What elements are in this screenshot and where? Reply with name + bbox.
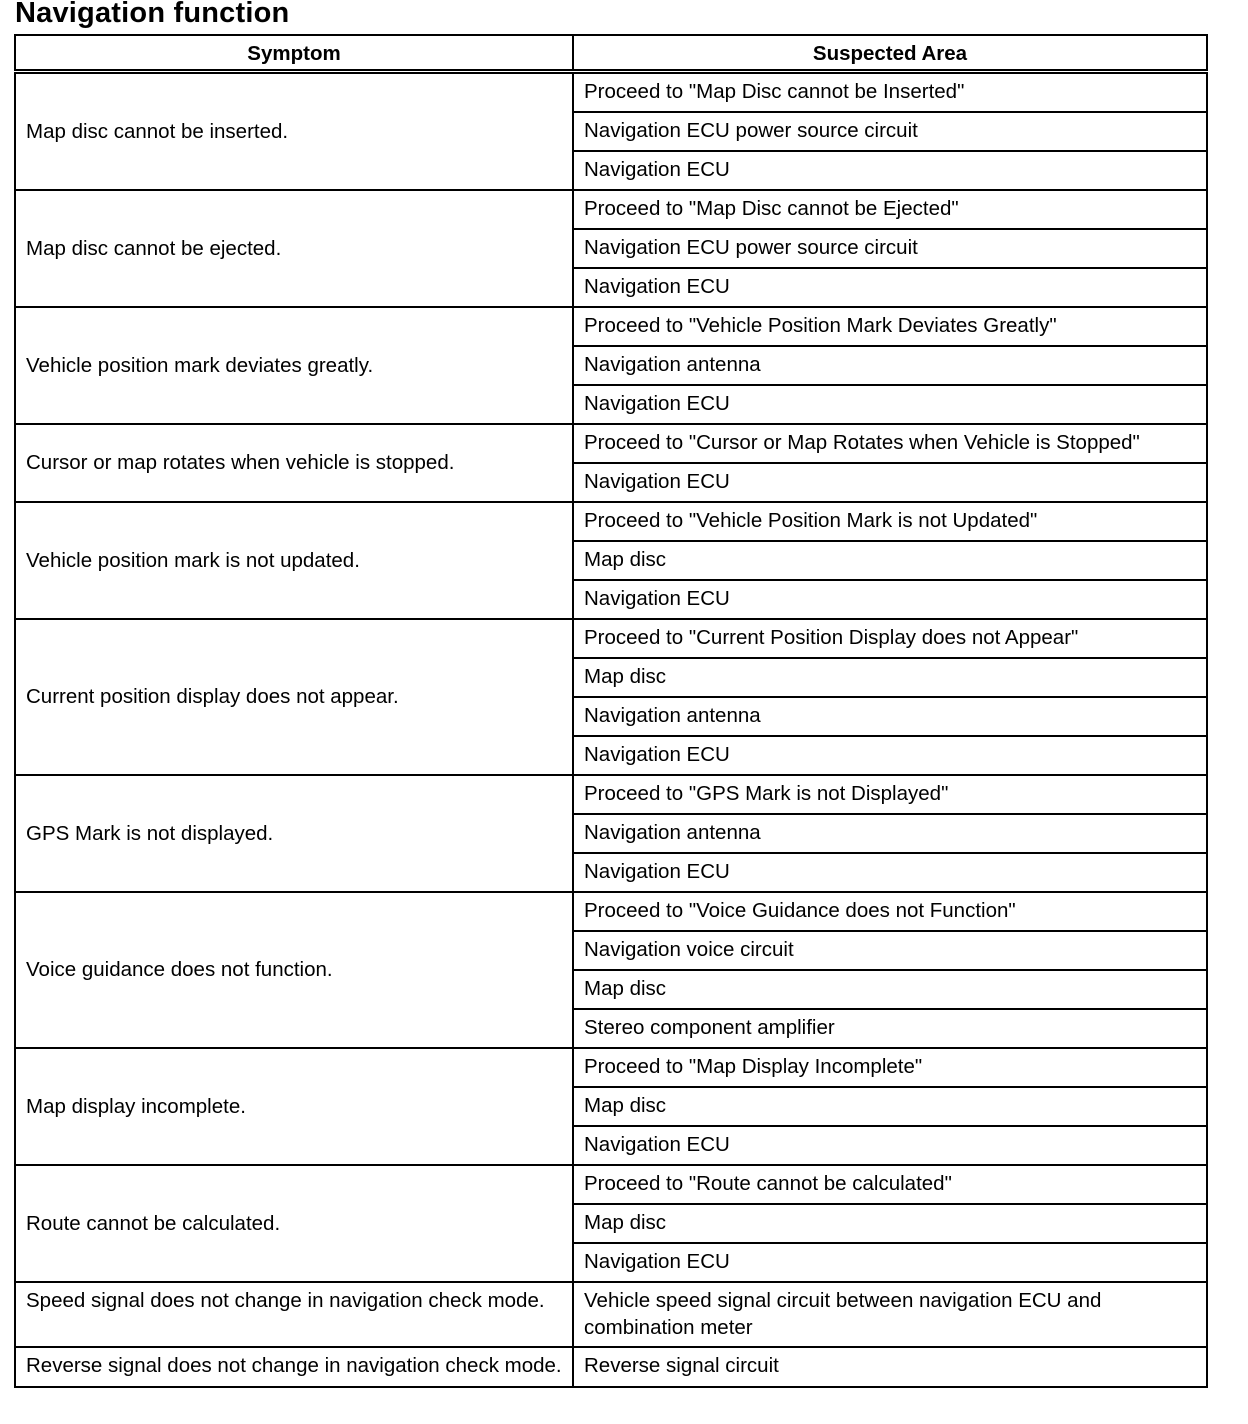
column-header-symptom: Symptom xyxy=(15,35,573,72)
page-title: Navigation function xyxy=(15,0,290,29)
table-body xyxy=(15,72,1207,1388)
suspected-area-cell: Navigation ECU xyxy=(573,1243,1207,1282)
suspected-area-cell: Navigation ECU xyxy=(573,736,1207,775)
symptom-cell: Map disc cannot be inserted. xyxy=(15,72,573,191)
suspected-area-cell: Navigation ECU xyxy=(573,268,1207,307)
suspected-area-cell: Map disc xyxy=(573,1204,1207,1243)
suspected-area-cell: Navigation ECU xyxy=(573,580,1207,619)
table-row xyxy=(15,775,1207,814)
symptom-cell: Current position display does not appear. xyxy=(15,619,573,775)
symptom-cell: Route cannot be calculated. xyxy=(15,1165,573,1282)
symptom-cell: Vehicle position mark is not updated. xyxy=(15,502,573,619)
suspected-area-cell: Map disc xyxy=(573,970,1207,1009)
suspected-area-cell: Vehicle speed signal circuit between navigation ECU and combination meter xyxy=(573,1282,1207,1347)
suspected-area-cell: Reverse signal circuit xyxy=(573,1347,1207,1387)
suspected-area-cell: Proceed to "Map Disc cannot be Inserted" xyxy=(573,72,1207,113)
table-row xyxy=(15,892,1207,931)
table-row xyxy=(15,307,1207,346)
suspected-area-cell: Navigation ECU xyxy=(573,151,1207,190)
suspected-area-cell: Navigation ECU xyxy=(573,463,1207,502)
suspected-area-cell: Map disc xyxy=(573,541,1207,580)
suspected-area-cell: Proceed to "Route cannot be calculated" xyxy=(573,1165,1207,1204)
suspected-area-cell: Navigation ECU xyxy=(573,385,1207,424)
symptom-cell: Reverse signal does not change in navigation check mode. xyxy=(15,1347,573,1387)
symptom-cell: Map disc cannot be ejected. xyxy=(15,190,573,307)
suspected-area-cell: Navigation antenna xyxy=(573,697,1207,736)
table-row xyxy=(15,1165,1207,1204)
suspected-area-cell: Map disc xyxy=(573,658,1207,697)
symptom-cell: Speed signal does not change in navigation check mode. xyxy=(15,1282,573,1347)
suspected-area-cell: Proceed to "Cursor or Map Rotates when Vehicle is Stopped" xyxy=(573,424,1207,463)
table-row xyxy=(15,502,1207,541)
table-header-row xyxy=(15,35,1207,72)
column-header-suspected-area: Suspected Area xyxy=(573,35,1207,72)
suspected-area-cell: Navigation ECU xyxy=(573,1126,1207,1165)
table-row xyxy=(15,72,1207,113)
suspected-area-cell: Proceed to "Map Disc cannot be Ejected" xyxy=(573,190,1207,229)
suspected-area-cell: Navigation antenna xyxy=(573,346,1207,385)
suspected-area-cell: Proceed to "Vehicle Position Mark Deviates Greatly" xyxy=(573,307,1207,346)
symptom-cell: Cursor or map rotates when vehicle is stopped. xyxy=(15,424,573,502)
suspected-area-cell: Navigation ECU power source circuit xyxy=(573,229,1207,268)
suspected-area-cell: Proceed to "Vehicle Position Mark is not Updated" xyxy=(573,502,1207,541)
suspected-area-cell: Map disc xyxy=(573,1087,1207,1126)
symptom-cell: Map display incomplete. xyxy=(15,1048,573,1165)
table-row xyxy=(15,1347,1207,1387)
suspected-area-cell: Stereo component amplifier xyxy=(573,1009,1207,1048)
suspected-area-cell: Proceed to "GPS Mark is not Displayed" xyxy=(573,775,1207,814)
symptom-table xyxy=(14,34,1208,1388)
table-row xyxy=(15,424,1207,463)
suspected-area-cell: Navigation ECU power source circuit xyxy=(573,112,1207,151)
suspected-area-cell: Navigation voice circuit xyxy=(573,931,1207,970)
suspected-area-cell: Navigation antenna xyxy=(573,814,1207,853)
table-row xyxy=(15,1282,1207,1347)
table-row xyxy=(15,1048,1207,1087)
table-row xyxy=(15,190,1207,229)
suspected-area-cell: Proceed to "Voice Guidance does not Function" xyxy=(573,892,1207,931)
table-row xyxy=(15,619,1207,658)
suspected-area-cell: Navigation ECU xyxy=(573,853,1207,892)
suspected-area-cell: Proceed to "Current Position Display does not Appear" xyxy=(573,619,1207,658)
symptom-cell: Vehicle position mark deviates greatly. xyxy=(15,307,573,424)
suspected-area-cell: Proceed to "Map Display Incomplete" xyxy=(573,1048,1207,1087)
symptom-cell: GPS Mark is not displayed. xyxy=(15,775,573,892)
symptom-cell: Voice guidance does not function. xyxy=(15,892,573,1048)
